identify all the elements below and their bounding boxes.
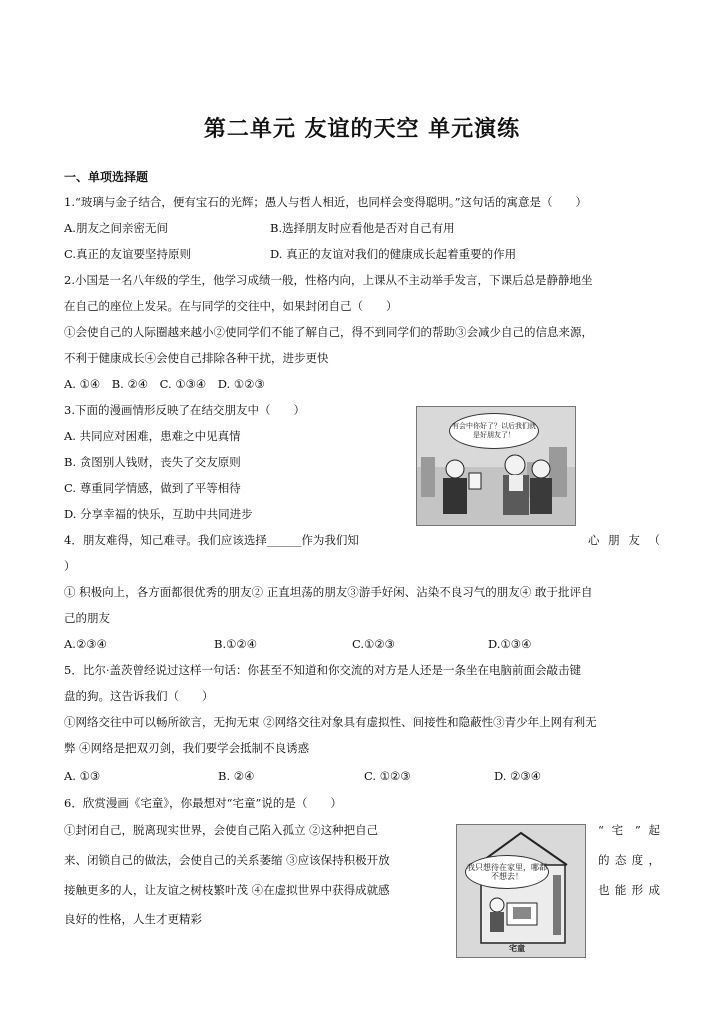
q5-choice-c: C. ①②③ [364,769,411,783]
q4-choice-d: D.①③④ [488,637,532,651]
q4-choice-b: B.①②④ [214,637,258,651]
q6-stem: 6．欣赏漫画《宅童》，你最想对“宅童”说的是（ ） [64,796,342,810]
section-heading: 一、单项选择题 [64,170,149,184]
zhaitong-caption: 宅童 [509,944,525,953]
q4-stem-right: 心 朋 友 （ [588,533,660,547]
q2-stem-line1: 2.小国是一名八年级的学生，他学习成绩一般，性格内向，上课从不主动举手发言，下课后总是静静地坐 [64,273,593,287]
q5-stem-line2: 盘的狗。这告诉我们（ ） [64,689,214,703]
q6-line1-right: “ 宅 ” 起 [598,823,660,837]
q5-stem-line1: 5．比尔·盖茨曾经说过这样一句话：你甚至不知道和你交流的对方是人还是一条坐在电脑前面会敲击键 [64,663,581,677]
zhaitong-cartoon [456,824,586,958]
q6-line1-left: ①封闭自己，脱离现实世界，会使自己陷入孤立 ②这种把自己 [64,823,379,837]
q6-line4: 良好的性格，人生才更精彩 [64,912,202,926]
q1-option-b: B.选择朋友时应看他是否对自己有用 [270,221,455,235]
q3-option-d: D. 分享幸福的快乐，互助中共同进步 [64,507,253,521]
page-title: 第二单元 友谊的天空 单元演练 [203,117,521,142]
q4-options-line2: 己的朋友 [64,611,110,625]
q1-stem: 1.“玻璃与金子结合，便有宝石的光辉；愚人与哲人相近，也同样会变得聪明。”这句话的寓意是（ ） [64,195,587,209]
q3-stem: 3.下面的漫画情形反映了在结交朋友中（ ） [64,403,305,417]
q6-line3-left: 接触更多的人，让友谊之树枝繁叶茂 ④在虚拟世界中获得成就感 [64,883,390,897]
q4-stem-end: ） [64,559,76,573]
q3-option-a: A. 共同应对困难，患难之中见真情 [64,429,241,443]
q5-choice-a: A. ①③ [64,769,101,783]
q2-stem-line2: 在自己的座位上发呆。在与同学的交往中，如果封闭自己（ ） [64,299,398,313]
q2-options-line1: ①会使自己的人际圈越来越小②使同学们不能了解自己，得不到同学们的帮助③会减少自己的信息来源， [64,325,593,339]
q3-option-b: B. 贪图别人钱财，丧失了交友原则 [64,455,241,469]
q4-choice-c: C.①②③ [352,637,395,651]
q2-choices: A. ①④ B. ②④ C. ①③④ D. ①②③ [64,377,265,391]
q4-choice-a: A.②③④ [64,637,107,651]
q6-line2-right: 的 态 度 ， [598,853,660,867]
q6-line2-left: 来、闭锁自己的做法，会使自己的关系萎缩 ③应该保持积极开放 [64,853,390,867]
q5-options-line1: ①网络交往中可以畅所欲言，无拘无束 ②网络交往对象具有虚拟性、间接性和隐蔽性③青少年上网有利无 [64,715,597,729]
q4-options-line1: ① 积极向上，各方面都很优秀的朋友② 正直坦荡的朋友③游手好闲、沾染不良习气的朋友④ 敢于批评自 [64,585,593,599]
q5-options-line2: 弊 ④网络是把双刃剑，我们要学会抵制不良诱惑 [64,741,310,755]
q5-choice-d: D. ②③④ [494,769,542,783]
zhaitong-speech-bubble: 我只想待在家里，哪都不想去！ [465,855,549,889]
q1-option-a: A.朋友之间亲密无间 [64,221,168,235]
q3-option-c: C. 尊重同学情感，做到了平等相待 [64,481,241,495]
zhaitong-drawing [457,825,585,957]
q2-options-line2: 不利于健康成长④会使自己排除各种干扰，进步更快 [64,351,329,365]
q5-choice-b: B. ②④ [218,769,255,783]
cartoon-speech-bubble: 有会中你好了？以后我们就是好朋友了！ [449,413,539,449]
q1-option-c: C.真正的友谊要坚持原则 [64,247,192,261]
friendship-cartoon [416,406,576,526]
q6-line3-right: 也 能 形 成 [598,883,660,897]
q4-stem-left: 4．朋友难得，知己难寻。我们应该选择______作为我们知 [64,533,359,547]
q1-option-d: D. 真正的友谊对我们的健康成长起着重要的作用 [270,247,517,261]
